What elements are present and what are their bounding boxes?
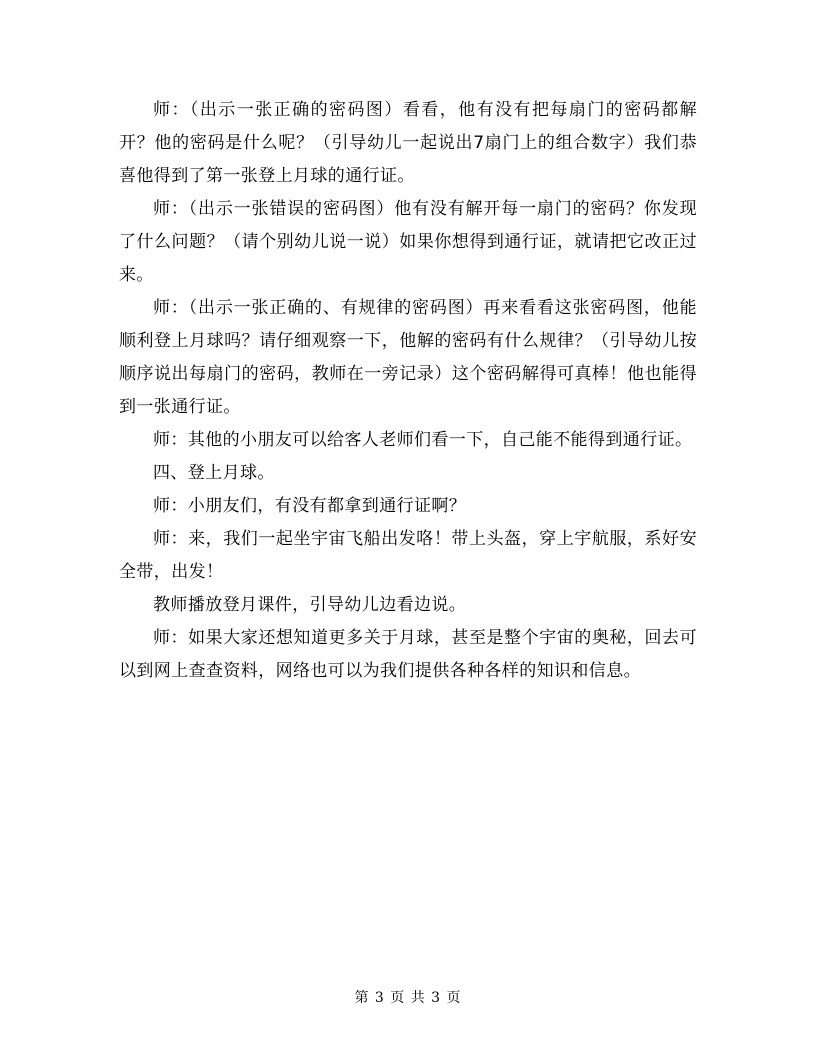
- document-body: [119, 94, 697, 688]
- paragraph: 教师播放登月课件，引导幼儿边看边说。: [153, 595, 467, 615]
- paragraph: 师：（出示一张正确的密码图）看看，他有没有把每扇门的密码都解开？他的密码是什么呢？（引导幼儿一起说出7扇门上的组合数字）我们恭喜他得到了第一张登上月球的通行证。: [119, 100, 697, 186]
- paragraph: 师：如果大家还想知道更多关于月球，甚至是整个宇宙的奥秘，回去可以到网上查查资料，网络也可以为我们提供各种各样的知识和信息。: [119, 628, 697, 681]
- section-heading: 四、登上月球。: [153, 463, 275, 483]
- paragraph: 师：小朋友们，有没有都拿到通行证啊？: [153, 496, 467, 516]
- paragraph: 师：其他的小朋友可以给客人老师们看一下，自己能不能得到通行证。: [153, 430, 693, 450]
- page-number-footer: 第 3 页 共 3 页: [354, 990, 462, 1006]
- paragraph: 师：（出示一张正确的、有规律的密码图）再来看看这张密码图，他能顺利登上月球吗？请仔细观察一下，他解的密码有什么规律？（引导幼儿按顺序说出每扇门的密码，教师在一旁记录）这个密码解得可真棒！他也能得到一张通行证。: [119, 298, 697, 417]
- paragraph: 师：来，我们一起坐宇宙飞船出发咯！带上头盔，穿上宇航服，系好安全带，出发！: [119, 529, 697, 582]
- paragraph: 师：（出示一张错误的密码图）他有没有解开每一扇门的密码？你发现了什么问题？（请个别幼儿说一说）如果你想得到通行证，就请把它改正过来。: [119, 199, 697, 285]
